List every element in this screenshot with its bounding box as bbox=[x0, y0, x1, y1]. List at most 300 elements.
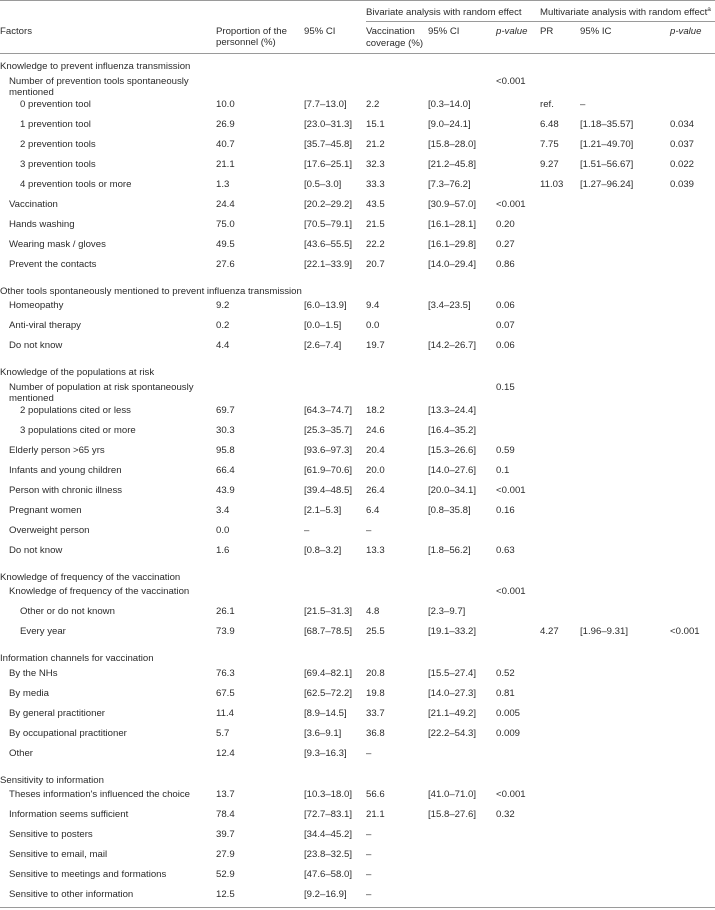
cell-ci-coverage: [0.8–35.8] bbox=[428, 504, 471, 516]
cell-ci-proportion: [72.7–83.1] bbox=[304, 809, 353, 820]
cell-ic-pr bbox=[580, 405, 670, 425]
cell-ci-proportion: [23.8–32.5] bbox=[304, 849, 353, 860]
cell-ic-pr bbox=[580, 708, 670, 728]
cell-ci-proportion: [39.4–48.5] bbox=[304, 484, 353, 496]
cell-p-value-bivariate: 0.86 bbox=[496, 258, 515, 270]
cell-proportion: 24.4 bbox=[216, 198, 235, 210]
cell-pr bbox=[540, 340, 580, 360]
cell-proportion bbox=[216, 382, 304, 405]
cell-p-value-bivariate: 0.15 bbox=[496, 381, 515, 393]
cell-proportion: 4.4 bbox=[216, 340, 230, 351]
cell-p-value-bivariate bbox=[496, 159, 540, 179]
cell-vaccination-coverage bbox=[366, 76, 428, 99]
table-row bbox=[0, 829, 715, 849]
cell-pr bbox=[540, 728, 580, 748]
section-header-row bbox=[0, 646, 715, 668]
cell-ic-pr bbox=[580, 789, 670, 809]
table-row bbox=[0, 505, 715, 525]
cell-pr bbox=[540, 688, 580, 708]
cell-vaccination-coverage: 25.5 bbox=[366, 626, 385, 637]
col-header-ic-pr: 95% IC bbox=[580, 22, 670, 54]
cell-p-value-multivariate bbox=[670, 199, 715, 219]
cell-ci-proportion: [3.6–9.1] bbox=[304, 727, 342, 739]
cell-vaccination-coverage: – bbox=[366, 889, 372, 900]
table-row bbox=[0, 606, 715, 626]
cell-p-value-bivariate: 0.1 bbox=[496, 464, 510, 476]
cell-ic-pr bbox=[580, 586, 670, 606]
section-title: Sensitivity to information bbox=[0, 774, 104, 786]
cell-ci-coverage bbox=[428, 586, 496, 606]
table-row bbox=[0, 525, 715, 545]
cell-ic-pr bbox=[580, 219, 670, 239]
cell-pr: 11.03 bbox=[540, 178, 564, 190]
cell-ci-proportion: [20.2–29.2] bbox=[304, 198, 353, 210]
cell-proportion: 21.1 bbox=[216, 158, 235, 170]
cell-factors: Prevent the contacts bbox=[9, 258, 97, 270]
cell-ic-pr: [1.96–9.31] bbox=[580, 626, 629, 637]
cell-ci-proportion: [23.0–31.3] bbox=[304, 118, 353, 130]
cell-pr bbox=[540, 445, 580, 465]
cell-proportion: 1.3 bbox=[216, 178, 230, 190]
cell-factors: Overweight person bbox=[9, 524, 90, 536]
table-row bbox=[0, 382, 715, 405]
cell-ic-pr bbox=[580, 809, 670, 829]
cell-ci-proportion bbox=[304, 586, 366, 606]
cell-p-value-multivariate bbox=[670, 219, 715, 239]
cell-p-value-multivariate: 0.039 bbox=[670, 178, 695, 190]
cell-p-value-multivariate bbox=[670, 485, 715, 505]
bottom-rule bbox=[0, 907, 715, 908]
table-row bbox=[0, 728, 715, 748]
cell-p-value-bivariate bbox=[496, 139, 540, 159]
cell-pr bbox=[540, 708, 580, 728]
cell-p-value-multivariate bbox=[670, 99, 715, 119]
cell-factors: Knowledge of frequency of the vaccination bbox=[9, 586, 190, 597]
cell-pr bbox=[540, 382, 580, 405]
cell-vaccination-coverage: 0.0 bbox=[366, 320, 380, 331]
cell-ic-pr: [1.18–35.57] bbox=[580, 118, 634, 130]
cell-p-value-multivariate bbox=[670, 239, 715, 259]
cell-ci-coverage bbox=[428, 76, 496, 99]
cell-pr bbox=[540, 259, 580, 279]
cell-p-value-bivariate: 0.27 bbox=[496, 238, 515, 250]
cell-factors: Sensitive to email, mail bbox=[9, 849, 108, 860]
cell-ci-proportion bbox=[304, 76, 366, 99]
section-title: Knowledge to prevent influenza transmission bbox=[0, 61, 191, 72]
cell-pr bbox=[540, 869, 580, 889]
section-header-row bbox=[0, 565, 715, 587]
table-row bbox=[0, 320, 715, 340]
cell-p-value-bivariate bbox=[496, 606, 540, 626]
cell-ic-pr bbox=[580, 728, 670, 748]
cell-pr bbox=[540, 320, 580, 340]
cell-p-value-bivariate bbox=[496, 119, 540, 139]
cell-p-value-bivariate bbox=[496, 849, 540, 869]
cell-p-value-bivariate: 0.07 bbox=[496, 320, 515, 331]
cell-p-value-bivariate: 0.16 bbox=[496, 504, 515, 516]
cell-proportion: 69.7 bbox=[216, 404, 235, 416]
cell-proportion: 78.4 bbox=[216, 809, 235, 820]
cell-vaccination-coverage: – bbox=[366, 849, 372, 860]
cell-pr: ref. bbox=[540, 98, 554, 110]
cell-p-value-multivariate: 0.037 bbox=[670, 138, 695, 150]
cell-proportion: 12.5 bbox=[216, 889, 235, 900]
cell-p-value-bivariate: <0.001 bbox=[496, 75, 526, 87]
cell-proportion bbox=[216, 586, 304, 606]
cell-p-value-multivariate bbox=[670, 748, 715, 768]
cell-factors: Other or do not known bbox=[20, 606, 115, 617]
cell-proportion: 10.0 bbox=[216, 98, 235, 110]
cell-ic-pr bbox=[580, 199, 670, 219]
cell-vaccination-coverage: 22.2 bbox=[366, 238, 385, 250]
cell-ci-coverage: [22.2–54.3] bbox=[428, 727, 477, 739]
cell-p-value-bivariate: 0.20 bbox=[496, 218, 515, 230]
cell-vaccination-coverage: – bbox=[366, 869, 372, 880]
cell-ci-coverage: [14.2–26.7] bbox=[428, 340, 477, 351]
cell-p-value-bivariate: <0.001 bbox=[496, 789, 526, 800]
cell-ci-coverage: [15.8–28.0] bbox=[428, 138, 477, 150]
cell-ci-proportion: [35.7–45.8] bbox=[304, 138, 353, 150]
cell-factors: Do not know bbox=[9, 340, 63, 351]
cell-vaccination-coverage: 15.1 bbox=[366, 118, 385, 130]
cell-pr bbox=[540, 300, 580, 320]
cell-ci-coverage: [3.4–23.5] bbox=[428, 300, 471, 311]
cell-p-value-bivariate: <0.001 bbox=[496, 586, 526, 597]
cell-ci-proportion: [0.5–3.0] bbox=[304, 178, 342, 190]
cell-ci-proportion: [47.6–58.0] bbox=[304, 869, 353, 880]
cell-ci-proportion: [6.0–13.9] bbox=[304, 300, 347, 311]
cell-ic-pr bbox=[580, 849, 670, 869]
cell-p-value-bivariate bbox=[496, 425, 540, 445]
cell-ci-coverage: [21.2–45.8] bbox=[428, 158, 477, 170]
col-header-ci-proportion: 95% CI bbox=[304, 22, 366, 54]
cell-ci-coverage: [14.0–27.3] bbox=[428, 687, 477, 699]
cell-proportion: 52.9 bbox=[216, 869, 235, 880]
cell-p-value-bivariate: <0.001 bbox=[496, 198, 526, 210]
col-header-pr: PR bbox=[540, 22, 580, 54]
cell-pr bbox=[540, 425, 580, 445]
cell-pr bbox=[540, 199, 580, 219]
cell-factors: By occupational practitioner bbox=[9, 727, 127, 739]
cell-p-value-bivariate: 0.59 bbox=[496, 444, 515, 456]
cell-factors: Person with chronic illness bbox=[9, 484, 123, 496]
cell-p-value-bivariate bbox=[496, 405, 540, 425]
cell-factors: Hands washing bbox=[9, 218, 75, 230]
cell-proportion: 12.4 bbox=[216, 747, 235, 759]
cell-proportion: 66.4 bbox=[216, 464, 235, 476]
cell-p-value-bivariate bbox=[496, 626, 540, 646]
cell-factors: By media bbox=[9, 687, 49, 699]
multivariate-group-header bbox=[540, 4, 715, 22]
table-row bbox=[0, 99, 715, 119]
cell-ci-proportion: [64.3–74.7] bbox=[304, 404, 353, 416]
cell-p-value-bivariate: 0.32 bbox=[496, 809, 515, 820]
cell-p-value-bivariate: 0.52 bbox=[496, 667, 515, 679]
cell-p-value-multivariate: 0.022 bbox=[670, 158, 695, 170]
cell-ci-coverage: [14.0–27.6] bbox=[428, 464, 477, 476]
cell-vaccination-coverage: 2.2 bbox=[366, 98, 380, 110]
cell-vaccination-coverage: 20.0 bbox=[366, 464, 385, 476]
cell-factors: By general practitioner bbox=[9, 707, 105, 719]
cell-p-value-multivariate bbox=[670, 340, 715, 360]
col-header-ci-coverage: 95% CI bbox=[428, 22, 496, 54]
table-row bbox=[0, 340, 715, 360]
bivariate-group-header: Bivariate analysis with random effect bbox=[366, 4, 540, 22]
cell-proportion: 26.1 bbox=[216, 606, 235, 617]
cell-proportion: 0.0 bbox=[216, 524, 230, 536]
cell-pr bbox=[540, 239, 580, 259]
cell-vaccination-coverage: 4.8 bbox=[366, 606, 380, 617]
cell-ic-pr bbox=[580, 465, 670, 485]
cell-p-value-bivariate bbox=[496, 525, 540, 545]
cell-p-value-multivariate bbox=[670, 545, 715, 565]
cell-ic-pr bbox=[580, 259, 670, 279]
cell-proportion: 73.9 bbox=[216, 626, 235, 637]
cell-factors: Number of population at risk spontaneously mentioned bbox=[9, 381, 194, 404]
cell-proportion bbox=[216, 76, 304, 99]
cell-factors: Information seems sufficient bbox=[9, 809, 129, 820]
cell-ci-coverage: [9.0–24.1] bbox=[428, 118, 471, 130]
cell-factors: Elderly person >65 yrs bbox=[9, 444, 105, 456]
column-header-row bbox=[0, 22, 715, 54]
cell-factors: 1 prevention tool bbox=[20, 118, 91, 130]
cell-ci-coverage bbox=[428, 889, 496, 909]
cell-ic-pr bbox=[580, 445, 670, 465]
cell-proportion: 1.6 bbox=[216, 544, 230, 556]
cell-ci-coverage bbox=[428, 829, 496, 849]
cell-p-value-multivariate bbox=[670, 382, 715, 405]
cell-p-value-multivariate bbox=[670, 606, 715, 626]
cell-p-value-multivariate bbox=[670, 300, 715, 320]
cell-ci-proportion bbox=[304, 382, 366, 405]
table-row bbox=[0, 748, 715, 768]
cell-p-value-multivariate bbox=[670, 708, 715, 728]
cell-p-value-bivariate: <0.001 bbox=[496, 484, 526, 496]
cell-p-value-multivariate bbox=[670, 869, 715, 889]
cell-factors: By the NHs bbox=[9, 667, 58, 679]
cell-factors: Other bbox=[9, 747, 33, 759]
cell-ci-coverage bbox=[428, 748, 496, 768]
cell-p-value-multivariate bbox=[670, 425, 715, 445]
cell-ci-proportion: [7.7–13.0] bbox=[304, 98, 347, 110]
cell-proportion: 0.2 bbox=[216, 320, 230, 331]
cell-pr bbox=[540, 485, 580, 505]
table-body bbox=[0, 54, 715, 910]
cell-factors: Homeopathy bbox=[9, 300, 64, 311]
cell-vaccination-coverage: – bbox=[366, 829, 372, 840]
cell-p-value-multivariate bbox=[670, 889, 715, 909]
cell-proportion: 30.3 bbox=[216, 424, 235, 436]
cell-vaccination-coverage: 36.8 bbox=[366, 727, 385, 739]
cell-ci-proportion: [0.8–3.2] bbox=[304, 544, 342, 556]
cell-ci-proportion: [70.5–79.1] bbox=[304, 218, 353, 230]
table-row bbox=[0, 485, 715, 505]
cell-ci-proportion: – bbox=[304, 524, 310, 536]
cell-pr: 7.75 bbox=[540, 138, 559, 150]
cell-p-value-multivariate bbox=[670, 809, 715, 829]
cell-vaccination-coverage: 43.5 bbox=[366, 198, 385, 210]
cell-vaccination-coverage: 21.2 bbox=[366, 138, 385, 150]
cell-proportion: 43.9 bbox=[216, 484, 235, 496]
cell-p-value-bivariate bbox=[496, 179, 540, 199]
cell-p-value-bivariate: 0.81 bbox=[496, 687, 515, 699]
cell-ic-pr: [1.21–49.70] bbox=[580, 138, 634, 150]
cell-vaccination-coverage: 33.7 bbox=[366, 707, 385, 719]
cell-proportion: 67.5 bbox=[216, 687, 235, 699]
cell-vaccination-coverage: 13.3 bbox=[366, 544, 385, 556]
cell-p-value-bivariate bbox=[496, 889, 540, 909]
table-row bbox=[0, 159, 715, 179]
cell-p-value-multivariate bbox=[670, 789, 715, 809]
cell-vaccination-coverage bbox=[366, 382, 428, 405]
cell-vaccination-coverage: 33.3 bbox=[366, 178, 385, 190]
cell-factors: Every year bbox=[20, 626, 66, 637]
cell-ci-proportion: [25.3–35.7] bbox=[304, 424, 353, 436]
cell-vaccination-coverage: 32.3 bbox=[366, 158, 385, 170]
cell-p-value-bivariate bbox=[496, 748, 540, 768]
cell-pr bbox=[540, 465, 580, 485]
cell-vaccination-coverage: 20.8 bbox=[366, 667, 385, 679]
cell-ic-pr: [1.51–56.67] bbox=[580, 158, 634, 170]
cell-p-value-bivariate: 0.06 bbox=[496, 340, 515, 351]
cell-ci-proportion: [9.2–16.9] bbox=[304, 889, 347, 900]
table-row bbox=[0, 586, 715, 606]
cell-ci-proportion: [43.6–55.5] bbox=[304, 238, 353, 250]
cell-proportion: 5.7 bbox=[216, 727, 230, 739]
cell-ci-coverage: [15.3–26.6] bbox=[428, 444, 477, 456]
cell-ci-proportion: [69.4–82.1] bbox=[304, 667, 353, 679]
cell-ci-proportion: [93.6–97.3] bbox=[304, 444, 353, 456]
cell-ci-proportion: [68.7–78.5] bbox=[304, 626, 353, 637]
cell-vaccination-coverage: – bbox=[366, 524, 372, 536]
table-row bbox=[0, 139, 715, 159]
cell-pr bbox=[540, 829, 580, 849]
cell-p-value-multivariate: <0.001 bbox=[670, 626, 700, 637]
cell-p-value-multivariate bbox=[670, 849, 715, 869]
cell-vaccination-coverage: 56.6 bbox=[366, 789, 385, 800]
cell-ci-proportion: [10.3–18.0] bbox=[304, 789, 353, 800]
cell-factors: Vaccination bbox=[9, 198, 58, 210]
multivariate-group-label: Multivariate analysis with random effect bbox=[540, 7, 708, 18]
cell-ic-pr bbox=[580, 869, 670, 889]
cell-ci-proportion: [9.3–16.3] bbox=[304, 747, 347, 759]
cell-p-value-multivariate bbox=[670, 586, 715, 606]
cell-p-value-multivariate bbox=[670, 829, 715, 849]
cell-pr bbox=[540, 889, 580, 909]
col-header-vaccination-coverage: Vaccination coverage (%) bbox=[366, 22, 428, 54]
cell-factors: 3 populations cited or more bbox=[20, 424, 136, 436]
cell-pr bbox=[540, 789, 580, 809]
cell-proportion: 76.3 bbox=[216, 667, 235, 679]
cell-ci-coverage: [15.8–27.6] bbox=[428, 809, 477, 820]
cell-proportion: 75.0 bbox=[216, 218, 235, 230]
cell-ic-pr bbox=[580, 320, 670, 340]
cell-ci-proportion: [0.0–1.5] bbox=[304, 320, 342, 331]
cell-pr bbox=[540, 525, 580, 545]
table-row bbox=[0, 119, 715, 139]
cell-ci-coverage: [30.9–57.0] bbox=[428, 198, 477, 210]
cell-factors: 2 populations cited or less bbox=[20, 404, 131, 416]
cell-vaccination-coverage: 24.6 bbox=[366, 424, 385, 436]
cell-factors: Number of prevention tools spontaneously mentioned bbox=[9, 75, 189, 98]
cell-vaccination-coverage: 19.8 bbox=[366, 687, 385, 699]
cell-vaccination-coverage: 18.2 bbox=[366, 404, 385, 416]
cell-factors: Sensitive to other information bbox=[9, 889, 134, 900]
cell-ic-pr bbox=[580, 340, 670, 360]
cell-p-value-bivariate bbox=[496, 829, 540, 849]
cell-ic-pr bbox=[580, 668, 670, 688]
section-title: Knowledge of frequency of the vaccination bbox=[0, 571, 181, 583]
cell-ci-coverage: [21.1–49.2] bbox=[428, 707, 477, 719]
cell-p-value-multivariate bbox=[670, 525, 715, 545]
table-row bbox=[0, 626, 715, 646]
cell-ci-coverage: [16.4–35.2] bbox=[428, 424, 477, 436]
cell-ic-pr bbox=[580, 505, 670, 525]
cell-proportion: 26.9 bbox=[216, 118, 235, 130]
table-row bbox=[0, 545, 715, 565]
cell-ci-proportion: [62.5–72.2] bbox=[304, 687, 353, 699]
cell-pr bbox=[540, 668, 580, 688]
cell-p-value-multivariate bbox=[670, 405, 715, 425]
cell-ci-coverage: [1.8–56.2] bbox=[428, 544, 471, 556]
cell-ci-coverage: [13.3–24.4] bbox=[428, 404, 477, 416]
cell-proportion: 11.4 bbox=[216, 707, 234, 719]
cell-ci-proportion: [21.5–31.3] bbox=[304, 606, 353, 617]
cell-ci-coverage: [16.1–29.8] bbox=[428, 238, 477, 250]
cell-factors: Sensitive to posters bbox=[9, 829, 93, 840]
cell-ci-coverage bbox=[428, 869, 496, 889]
col-header-factors: Factors bbox=[0, 22, 216, 54]
cell-vaccination-coverage: 21.1 bbox=[366, 809, 385, 820]
cell-proportion: 40.7 bbox=[216, 138, 235, 150]
section-header-row bbox=[0, 54, 715, 76]
factors-table bbox=[0, 4, 715, 909]
cell-pr: 4.27 bbox=[540, 626, 559, 637]
cell-ic-pr bbox=[580, 545, 670, 565]
cell-pr bbox=[540, 809, 580, 829]
cell-p-value-bivariate bbox=[496, 869, 540, 889]
cell-p-value-multivariate bbox=[670, 76, 715, 99]
header-group-row bbox=[0, 4, 715, 22]
cell-ic-pr bbox=[580, 76, 670, 99]
cell-ci-coverage: [2.3–9.7] bbox=[428, 606, 466, 617]
cell-ci-proportion: [34.4–45.2] bbox=[304, 829, 353, 840]
cell-vaccination-coverage: 6.4 bbox=[366, 504, 380, 516]
cell-ci-proportion: [2.1–5.3] bbox=[304, 504, 342, 516]
table-row bbox=[0, 668, 715, 688]
cell-ci-coverage: [16.1–28.1] bbox=[428, 218, 477, 230]
cell-proportion: 3.4 bbox=[216, 504, 230, 516]
cell-p-value-multivariate bbox=[670, 728, 715, 748]
cell-factors: 3 prevention tools bbox=[20, 158, 96, 170]
cell-factors: Pregnant women bbox=[9, 504, 82, 516]
table-row bbox=[0, 688, 715, 708]
cell-p-value-multivariate bbox=[670, 465, 715, 485]
cell-vaccination-coverage: – bbox=[366, 747, 372, 759]
cell-ic-pr bbox=[580, 889, 670, 909]
cell-factors: Wearing mask / gloves bbox=[9, 238, 106, 250]
table-row bbox=[0, 445, 715, 465]
cell-pr bbox=[540, 849, 580, 869]
table-row bbox=[0, 405, 715, 425]
cell-p-value-bivariate bbox=[496, 99, 540, 119]
cell-factors: 0 prevention tool bbox=[20, 98, 91, 110]
cell-pr: 9.27 bbox=[540, 158, 559, 170]
cell-pr: 6.48 bbox=[540, 118, 559, 130]
section-header-row bbox=[0, 360, 715, 382]
cell-factors: Infants and young children bbox=[9, 464, 122, 476]
cell-ic-pr bbox=[580, 688, 670, 708]
